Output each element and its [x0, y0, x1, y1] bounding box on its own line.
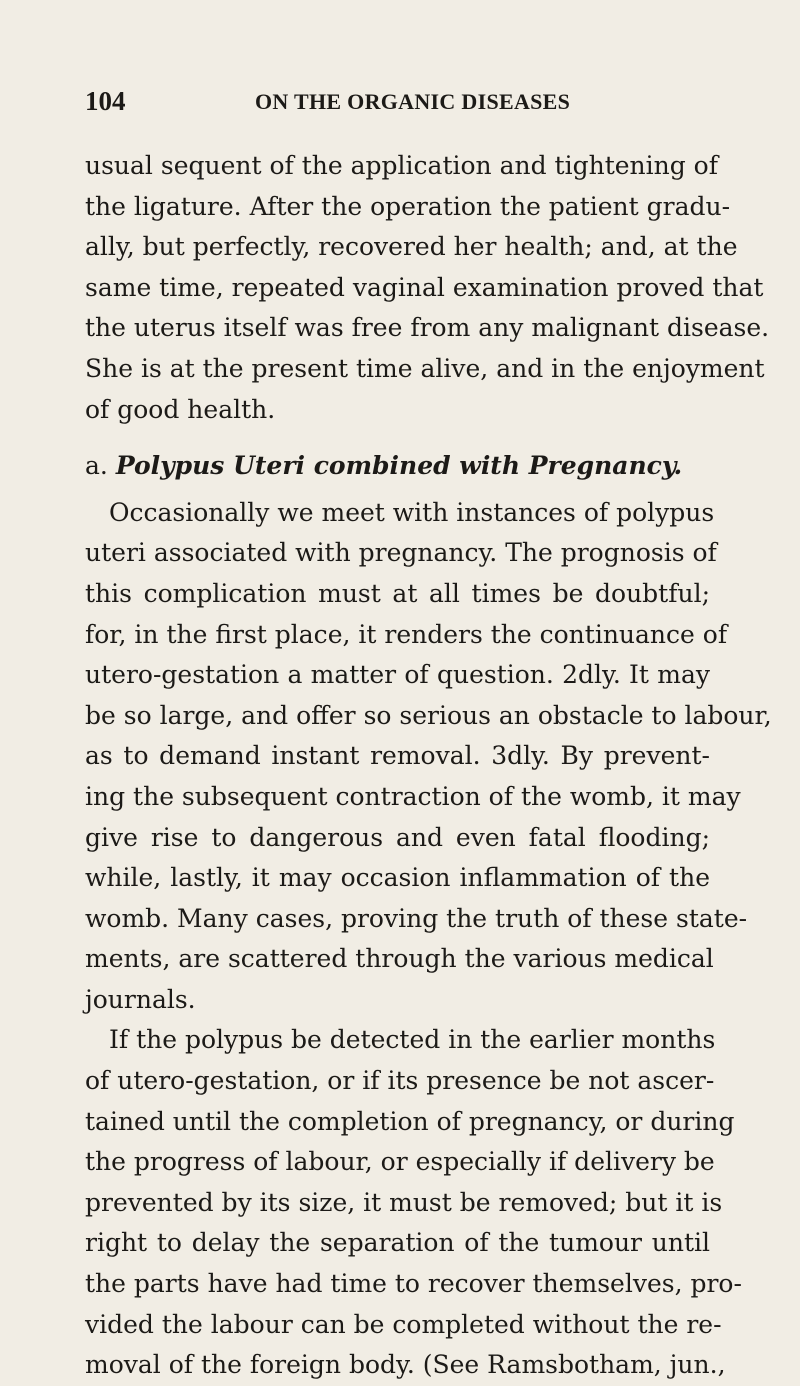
text-line: the parts have had time to recover themselves, pro- [85, 1269, 742, 1299]
text-line: for, in the first place, it renders the continuance of [85, 619, 728, 649]
section-title: Polypus Uteri combined with Pregnancy. [115, 451, 683, 481]
text-line: utero-gestation a matter of question. 2dly. It may [85, 660, 710, 690]
running-head [85, 80, 710, 120]
paragraph [85, 146, 770, 430]
paragraph [85, 493, 772, 1021]
text-line: ing the subsequent contraction of the womb, it may [85, 781, 741, 811]
text-line: while, lastly, it may occasion inflammation of the [85, 863, 710, 893]
running-title: ON THE ORGANIC DISEASES [255, 89, 571, 114]
text-line: ally, but perfectly, recovered her health; and, at the [85, 232, 738, 262]
text-line: ments, are scattered through the various medical [85, 944, 714, 974]
book-page [85, 80, 772, 1386]
text-line: be so large, and offer so serious an obstacle to labour, [85, 700, 772, 730]
text-line: of utero-gestation, or if its presence be not ascer- [85, 1066, 715, 1096]
text-line: give rise to dangerous and even fatal flooding; [85, 822, 710, 852]
text-line: of good health. [85, 394, 276, 424]
text-line: uteri associated with pregnancy. The prognosis of [85, 538, 717, 568]
text-line: as to demand instant removal. 3dly. By prevent- [85, 741, 710, 771]
section-heading [85, 446, 710, 487]
text-line: If the polypus be detected in the earlier months [109, 1025, 716, 1055]
text-line: this complication must at all times be doubtful; [85, 578, 710, 608]
text-line: journals. [85, 984, 196, 1014]
text-line: the ligature. After the operation the patient gradu- [85, 191, 731, 221]
text-line: moval of the foreign body. (See Ramsbotham, jun., [85, 1350, 726, 1380]
section-letter: a. [85, 451, 108, 481]
page-number: 104 [85, 86, 126, 116]
text-line: womb. Many cases, proving the truth of these state- [85, 903, 748, 933]
text-line: the progress of labour, or especially if delivery be [85, 1147, 715, 1177]
text-line: prevented by its size, it must be removed; but it is [85, 1187, 723, 1217]
text-line: vided the labour can be completed without the re- [85, 1309, 722, 1339]
text-line: the uterus itself was free from any malignant disease. [85, 313, 770, 343]
text-line: same time, repeated vaginal examination proved that [85, 272, 764, 302]
text-line: She is at the present time alive, and in the enjoyment [85, 353, 765, 383]
text-line: usual sequent of the application and tightening of [85, 151, 718, 180]
body-text [85, 146, 772, 1386]
text-line: tained until the completion of pregnancy, or during [85, 1106, 735, 1136]
paragraph [85, 1020, 742, 1385]
text-line: Occasionally we meet with instances of polypus [109, 497, 715, 527]
text-line: right to delay the separation of the tumour until [85, 1228, 710, 1258]
